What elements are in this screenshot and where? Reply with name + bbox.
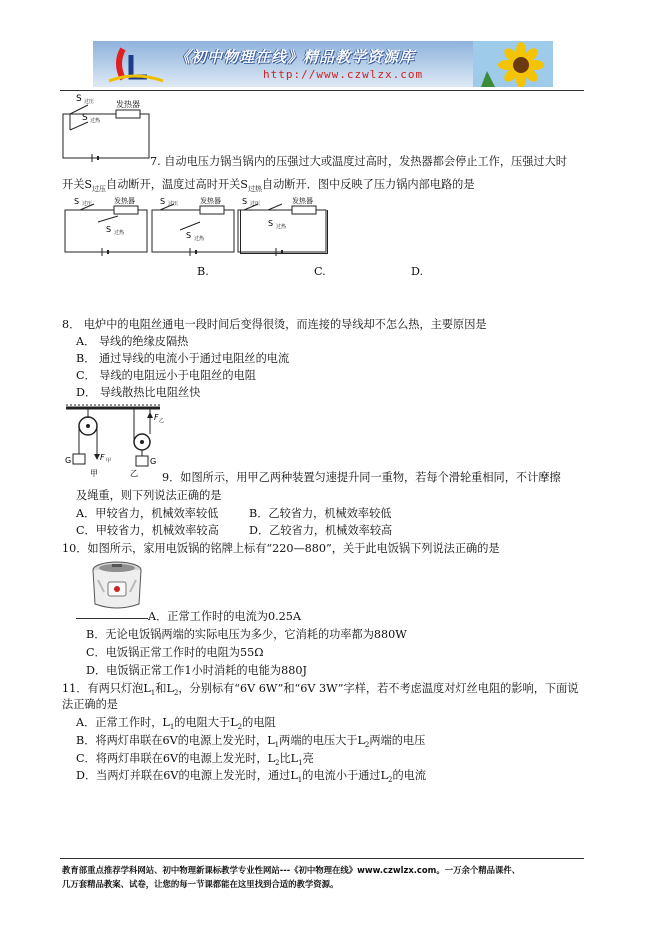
q7-line2-a: 开关S <box>62 178 93 191</box>
switch-label-sub: 过压 <box>250 201 261 207</box>
heater-label: 发热器 <box>116 100 140 109</box>
q11-option-d <box>76 768 426 785</box>
q11-optA-s1: 1 <box>169 723 175 731</box>
q9-option-d: D．乙较省力，机械效率较高 <box>249 524 393 537</box>
q11-option-a <box>76 715 276 732</box>
q11-stem1-c: ，分别标有“6V 6W”和“6V 3W”字样，若不考虑温度对灯丝电阻的影响，下面说 <box>178 682 579 695</box>
q10-option-d: D．电饭锅正常工作1小时消耗的电能为880J <box>86 664 307 677</box>
q7-stem-line2 <box>62 177 475 194</box>
q9-stem-line1: 9．如图所示，用甲乙两种装置匀速提升同一重物，若每个滑轮重相同，不计摩擦 <box>162 471 561 484</box>
q10-option-b: B．无论电饭锅两端的实际电压为多少，它消耗的功率都为880W <box>86 628 407 641</box>
q11-optA-b: 的电阻大于L <box>174 716 238 729</box>
switch-label: S <box>242 197 248 206</box>
switch-label: S <box>74 197 80 206</box>
q8-stem: 8． 电炉中的电阻丝通电一段时间后变得很烫，而连接的导线却不怎么热，主要原因是 <box>62 318 487 331</box>
q8-option-b: B． 通过导线的电流小于通过电阻丝的电流 <box>76 352 290 365</box>
q11-optC-a: C．将两灯串联在6V的电源上发光时，L <box>76 752 275 765</box>
heater-label: 发热器 <box>114 197 135 205</box>
switch-label-sub: 过压 <box>168 201 179 207</box>
q11-optB-s2: 2 <box>364 741 370 749</box>
banner-url: http://www.czwlzx.com <box>263 68 424 81</box>
footer-line2: 几万套精品教案、试卷，让您的每一节课都能在这里找到合适的教学资源。 <box>62 879 339 889</box>
switch-label: S <box>268 219 274 228</box>
q11-optC-s1: 2 <box>275 759 280 767</box>
q9-stem-line2: 及绳重，则下列说法正确的是 <box>76 489 222 502</box>
site-logo <box>101 41 171 87</box>
footer-line1: 教育部重点推荐学科网站、初中物理新课标教学专业性网站---《初中物理在线》www.czwlzx.com。一万余个精品课件、 <box>62 865 521 875</box>
switch-label: S <box>186 231 192 240</box>
q7-option-b: B. <box>197 265 209 278</box>
q11-optB-b: 两端的电压大于L <box>279 734 365 747</box>
pulley-force-sub-left: 甲 <box>106 458 112 464</box>
circuit-option-b <box>152 196 234 256</box>
circuit-option-a <box>65 196 147 256</box>
switch-label-sub: 过压 <box>82 201 93 207</box>
image-baseline <box>76 618 148 619</box>
q10-stem: 10．如图所示，家用电饭锅的铭牌上标有“220—880”，关于此电饭锅下列说法正确的是 <box>62 542 500 555</box>
pulley-force-sub-right: 乙 <box>159 418 164 424</box>
q11-optA-c: 的电阻 <box>242 716 276 729</box>
q10-option-c: C．电饭锅正常工作时的电阻为55Ω <box>86 646 264 659</box>
q11-optA-s2: 2 <box>237 723 243 731</box>
q11-option-b <box>76 733 425 750</box>
q7-line2-c: 自动断开．图中反映了压力锅内部电路的是 <box>261 178 475 191</box>
q7-option-d: D. <box>411 265 424 278</box>
q11-stem-line2: 法正确的是 <box>62 698 118 711</box>
q7-line2-sub2: 过热 <box>247 185 262 193</box>
circuit-diagram-top <box>62 92 162 164</box>
q11-option-c <box>76 751 314 768</box>
switch-label-sub: 过热 <box>276 224 287 230</box>
rice-cooker-image <box>86 558 148 618</box>
pulley-weight-label-right: G <box>150 457 157 466</box>
q11-optA-a: A．正常工作时，L <box>76 716 170 729</box>
switch-label: S <box>82 113 88 123</box>
header-banner <box>93 41 553 87</box>
pulley-diagram <box>64 402 164 482</box>
q9-option-a: A．甲较省力，机械效率较低 <box>76 507 219 520</box>
q11-optD-s2: 2 <box>388 776 393 784</box>
heater-label: 发热器 <box>292 197 313 205</box>
q11-optC-c: 亮 <box>302 752 314 765</box>
q11-optC-s2: 1 <box>298 759 303 767</box>
pulley-weight-label-left: G <box>65 456 72 465</box>
q11-stem1-a: 11．有两只灯泡L <box>62 682 151 695</box>
q11-stem1-s2: 2 <box>173 689 179 697</box>
footer-rule <box>60 858 584 859</box>
switch-label: S <box>106 225 112 234</box>
q9-option-c: C．甲较省力，机械效率较高 <box>76 524 219 537</box>
q11-optD-s1: 1 <box>297 776 303 784</box>
q7-option-c: C. <box>314 265 326 278</box>
q8-option-d: D． 导线散热比电阻丝快 <box>76 386 201 399</box>
q11-optB-a: B．将两灯串联在6V的电源上发光时，L <box>76 734 275 747</box>
switch-label-sub: 过压 <box>84 99 95 105</box>
pulley-label-yi: 乙 <box>130 469 138 478</box>
sunflower-image <box>473 41 553 87</box>
q11-stem-line1 <box>62 681 578 698</box>
switch-label: S <box>76 94 82 104</box>
switch-label-sub: 过热 <box>90 118 101 124</box>
q11-optC-b: 比L <box>279 752 299 765</box>
pulley-label-jia: 甲 <box>90 469 98 478</box>
q11-optB-c: 两端的电压 <box>369 734 426 747</box>
q8-option-c: C． 导线的电阻远小于电阻丝的电阻 <box>76 369 256 382</box>
q11-optD-a: D．当两灯并联在6V的电源上发光时，通过L <box>76 769 298 782</box>
q7-stem-line1: 7. 自动电压力锅当锅内的压强过大或温度过高时，发热器都会停止工作，压强过大时 <box>150 155 567 168</box>
q11-stem1-b: 和L <box>155 682 174 695</box>
q7-line2-sub1: 过压 <box>92 185 107 193</box>
pulley-force-label-left: F <box>100 453 105 462</box>
q11-stem1-s1: 1 <box>150 689 156 697</box>
q11-optD-b: 的电流小于通过L <box>302 769 389 782</box>
pulley-force-label-right: F <box>154 413 159 422</box>
switch-label-sub: 过热 <box>114 230 125 236</box>
switch-label: S <box>160 197 166 206</box>
q11-optB-s1: 1 <box>274 741 280 749</box>
q9-option-b: B．乙较省力，机械效率较低 <box>249 507 392 520</box>
circuit-option-d-frame <box>240 210 328 254</box>
q7-line2-b: 自动断开，温度过高时开关S <box>106 178 248 191</box>
header-rule <box>60 90 584 91</box>
banner-title: 《初中物理在线》精品教学资源库 <box>175 48 416 66</box>
switch-label-sub: 过热 <box>194 236 205 242</box>
heater-label: 发热器 <box>200 197 221 205</box>
q11-optD-c: 的电流 <box>392 769 427 782</box>
q8-option-a: A． 导线的绝缘皮隔热 <box>76 335 189 348</box>
q10-option-a: A．正常工作时的电流为0.25A <box>148 610 301 623</box>
